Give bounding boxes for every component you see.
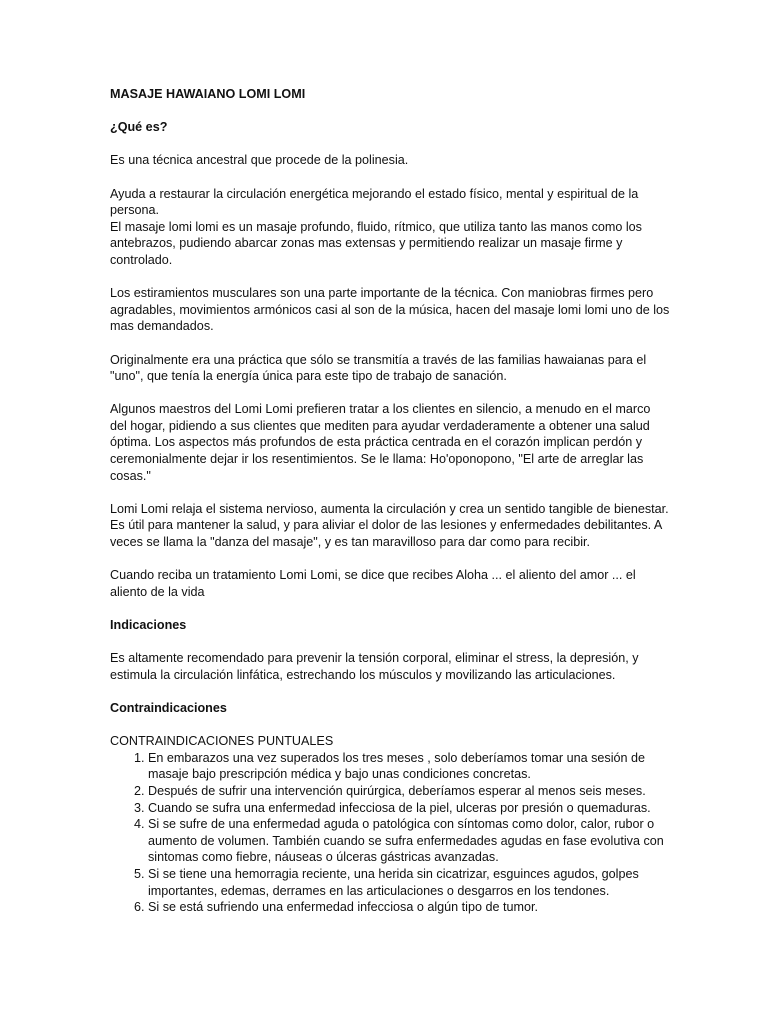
paragraph: Algunos maestros del Lomi Lomi prefieren tratar a los clientes en silencio, a menudo en el marco del hogar, pidiendo a sus clientes que mediten para ayudar verdaderamente a obtener una salud óptima. Los aspectos más profundos de esta práctica centrada en el corazón implican perdón y ceremonialmente dejar ir los resentimientos. Se le llama: Ho'oponopono, "El arte de arreglar las cosas." [110,402,651,483]
indications-paragraph: Es altamente recomendado para prevenir la tensión corporal, eliminar el stress, la depresión, y estimula la circulación linfática, estrechando los músculos y movilizando las articulaciones. [110,651,639,682]
list-item: 1. En embarazos una vez superados los tres meses , solo deberíamos tomar una sesión de masaje bajo prescripción médica y bajo unas condiciones concretas. [148,750,670,783]
section-heading-contraindications: Contraindicaciones [110,700,227,715]
document-body [110,86,670,916]
paragraph: Los estiramientos musculares son una parte importante de la técnica. Con maniobras firmes pero agradables, movimientos armónicos casi al son de la música, hacen del masaje lomi lomi uno de los mas demandados. [110,286,670,334]
paragraph: El masaje lomi lomi es un masaje profundo, fluido, rítmico, que utiliza tanto las manos como los antebrazos, pudiendo abarcar zonas mas extensas y permitiendo realizar un masaje firme y controlado. [110,219,642,267]
list-item: 2. Después de sufrir una intervención quirúrgica, deberíamos esperar al menos seis meses. [148,783,670,800]
paragraph: Ayuda a restaurar la circulación energética mejorando el estado físico, mental y espiritual de la persona. [110,186,639,218]
contraindications-list [110,750,670,916]
document-title: MASAJE HAWAIANO LOMI LOMI [110,87,306,101]
list-item: 6. Si se está sufriendo una enfermedad infecciosa o algún tipo de tumor. [148,899,670,916]
list-item: 3. Cuando se sufra una enfermedad infecciosa de la piel, ulceras por presión o quemaduras. [148,800,670,817]
paragraph: Es una técnica ancestral que procede de la polinesia. [110,153,409,168]
section-heading-what: ¿Qué es? [110,120,168,135]
paragraph: Lomi Lomi relaja el sistema nervioso, aumenta la circulación y crea un sentido tangible de bienestar. Es útil para mantener la salud, y para aliviar el dolor de las lesiones y enfermedades debilitantes. A veces se llama la "danza del masaje", y es tan maravilloso para dar como para recibir. [110,501,669,550]
contraindications-subtitle: CONTRAINDICACIONES PUNTUALES [110,734,334,749]
list-item: 4. Si se sufre de una enfermedad aguda o patológica con síntomas como dolor, calor, rubor o aumento de volumen. También cuando se sufra enfermedades agudas en fase evolutiva con sintomas como fiebre, náuseas o úlceras gástricas avanzadas. [148,816,670,866]
section-heading-indications: Indicaciones [110,618,187,632]
paragraph: Originalmente era una práctica que sólo se transmitía a través de las familias hawaianas para el "uno", que tenía la energía única para este tipo de trabajo de sanación. [110,352,647,384]
list-item: 5. Si se tiene una hemorragia reciente, una herida sin cicatrizar, esguinces agudos, golpes importantes, edemas, derrames en las articulaciones o desgarros en los tendones. [148,866,670,899]
paragraph: Cuando reciba un tratamiento Lomi Lomi, se dice que recibes Aloha ... el aliento del amor ... el aliento de la vida [110,568,636,599]
